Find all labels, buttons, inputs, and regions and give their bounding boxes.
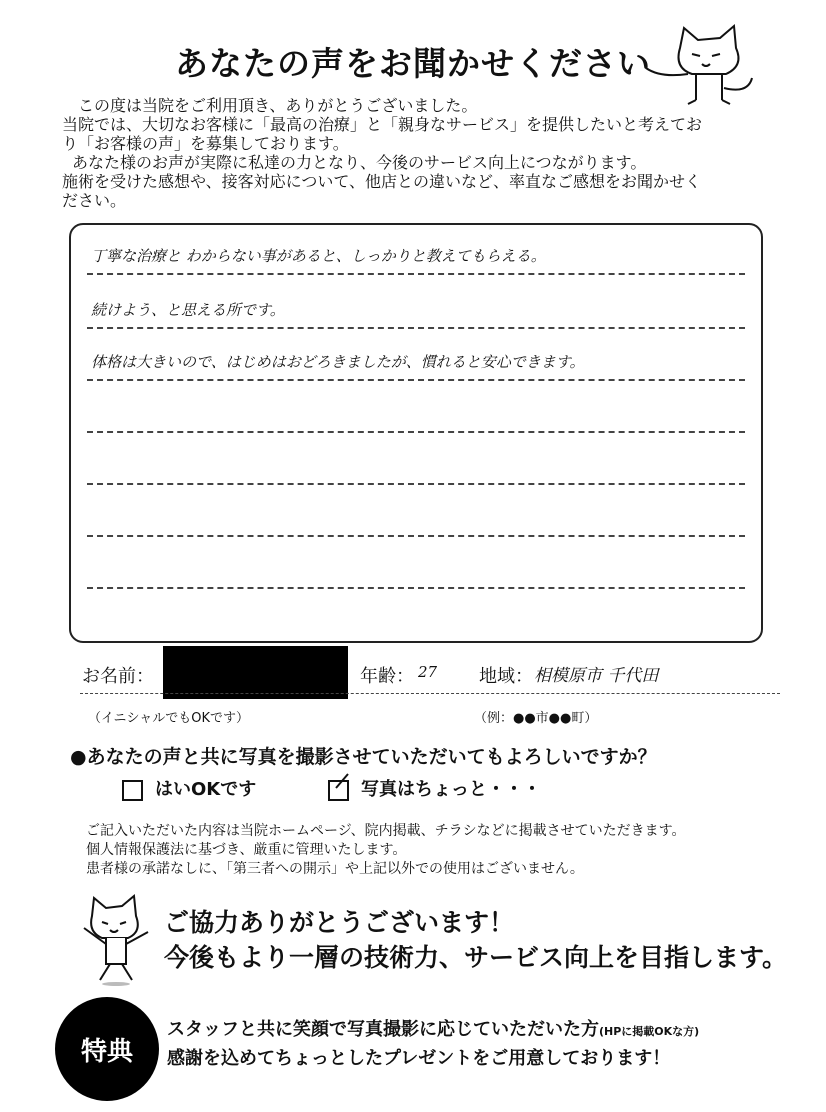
photo-option-yes[interactable] <box>122 775 256 801</box>
intro-line: この度は当院をご利用頂き、ありがとうございました。 <box>78 96 478 115</box>
handwritten-line: 体格は大きいので、はじめはおどろきましたが、慣れると安心できます。 <box>91 353 585 371</box>
name-note: （イニシャルでもOKです） <box>88 711 249 726</box>
option-yes-label: はいOKです <box>155 779 257 800</box>
form-underline <box>80 693 780 694</box>
page-title: あなたの声をお聞かせください <box>175 44 651 83</box>
age-label: 年齢： <box>360 666 414 687</box>
check-mark-icon <box>332 772 354 794</box>
intro-line: り「お客様の声」を募集しております。 <box>62 134 349 153</box>
intro-line: あなた様のお声が実際に私達の力となり、今後のサービス向上につながります。 <box>72 153 647 172</box>
perk-badge: 特典 <box>55 997 159 1101</box>
ruled-line <box>87 273 745 275</box>
perk-line-1-note: (HPに掲載OKな方) <box>599 1025 700 1038</box>
handwritten-line: 続けよう、と思える所です。 <box>91 301 285 319</box>
ruled-line <box>87 483 745 485</box>
ruled-line <box>87 327 745 329</box>
region-note: （例：●●市●●町） <box>474 711 598 726</box>
note-line: 個人情報保護法に基づき、厳重に管理いたします。 <box>86 842 407 858</box>
note-line: 患者様の承諾なしに、「第三者への開示」や上記以外での使用はございません。 <box>86 861 584 877</box>
ruled-line <box>87 535 745 537</box>
photo-option-no[interactable] <box>328 775 541 801</box>
checkbox-no[interactable] <box>328 780 349 801</box>
privacy-notes <box>86 822 685 879</box>
ruled-line <box>87 431 745 433</box>
perk-line-2: 感謝を込めてちょっとしたプレゼントをご用意しております！ <box>167 1048 671 1069</box>
intro-text <box>62 96 762 210</box>
ruled-line <box>87 379 745 381</box>
perk-line-1 <box>167 1015 699 1041</box>
age-value: 27 <box>418 663 438 681</box>
name-field-redacted[interactable] <box>163 646 348 699</box>
intro-line: 施術を受けた感想や、接客対応について、他店との違いなど、率直なご感想をお聞かせく <box>62 172 702 191</box>
region-value: 相模原市 千代田 <box>534 666 659 686</box>
waving-cat-icon <box>640 18 770 108</box>
thanks-line-1: ご協力ありがとうございます！ <box>164 908 515 937</box>
perk-line-1-text: スタッフと共に笑顔で写真撮影に応じていただいた方 <box>167 1019 599 1040</box>
handwritten-line: 丁寧な治療と わからない事があると、しっかりと教えてもらえる。 <box>91 247 546 265</box>
photo-question: ●あなたの声と共に写真を撮影させていただいてもよろしいですか？ <box>70 746 657 768</box>
comment-box[interactable] <box>69 223 763 643</box>
note-line: ご記入いただいた内容は当院ホームページ、院内掲載、チラシなどに掲載させていただきます。 <box>86 823 686 839</box>
jumping-cat-icon <box>70 888 160 988</box>
thanks-line-2: 今後もより一層の技術力、サービス向上を目指します。 <box>164 943 788 972</box>
name-label: お名前： <box>82 666 154 687</box>
intro-line: 当院では、大切なお客様に「最高の治療」と「親身なサービス」を提供したいと考えてお <box>62 115 703 134</box>
region-label: 地域： <box>479 666 533 687</box>
option-no-label: 写真はちょっと・・・ <box>361 779 541 800</box>
checkbox-yes[interactable] <box>122 780 143 801</box>
ruled-line <box>87 587 745 589</box>
intro-line: ださい。 <box>62 191 127 210</box>
